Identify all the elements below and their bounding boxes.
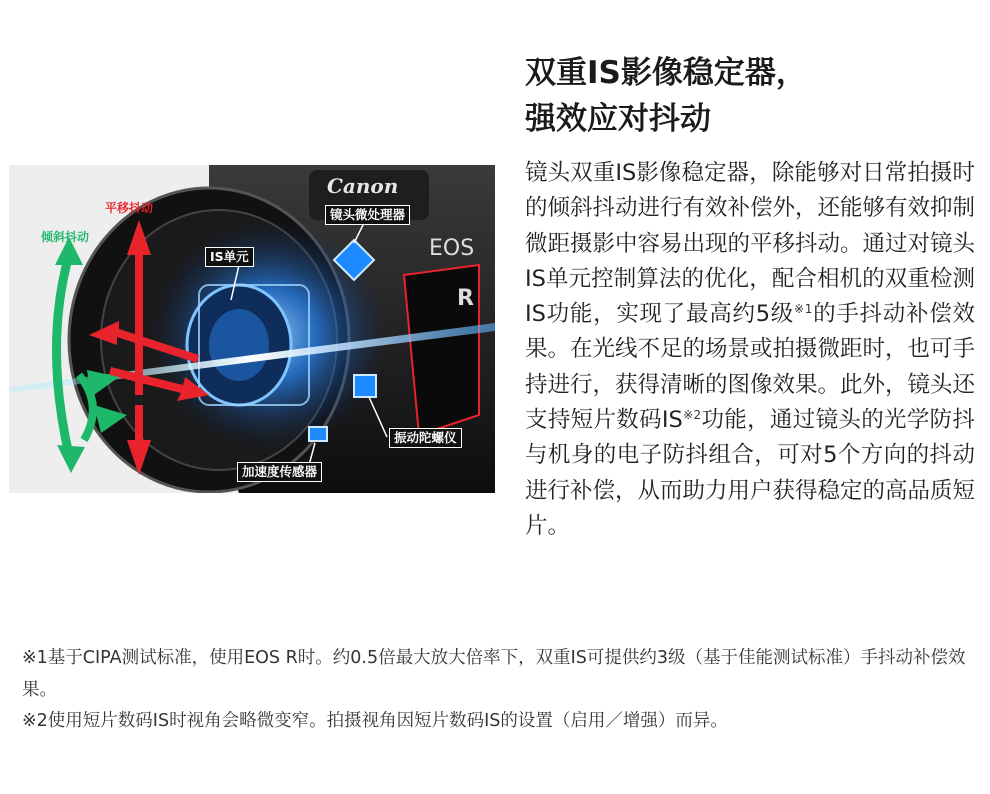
eos-r-text: R: [457, 286, 474, 311]
green-arc-left: [57, 255, 70, 455]
footnote-1: ※1基于CIPA测试标准，使用EOS R时。约0.5倍最大放大倍率下，双重IS可提供约3级（基于佳能测试标准）手抖动补偿效果。: [22, 648, 966, 700]
lens-glass-inner: [209, 309, 269, 381]
footnote-2: ※2使用短片数码IS时视角会略微变窄。拍摄视角因短片数码IS的设置（启用／增强）而异。: [22, 711, 728, 731]
gyro-label: 振动陀螺仪: [389, 428, 462, 448]
gyro-chip: [354, 375, 376, 397]
footnotes: [22, 643, 977, 738]
accel-label: 加速度传感器: [237, 462, 322, 482]
green-arrow-bottom: [57, 445, 85, 473]
is-unit-label: IS单元: [205, 247, 254, 267]
headline: [525, 50, 965, 142]
body-part-3: 功能，通过镜头的光学防抖与机身的电子防抖组合，可对5个方向的抖动进行补偿，从而助力用户获得稳定的高品质短片。: [525, 407, 976, 539]
body-part-2: 的手抖动补偿效果。在光线不足的场景或拍摄微距时，也可手持进行，获得清晰的图像效果。此外，镜头还支持短片数码IS: [525, 301, 976, 434]
lens-processor-label: 镜头微处理器: [325, 205, 410, 225]
eos-logo-text: EOS: [429, 236, 475, 261]
body-part-1: 镜头双重IS影像稳定器，除能够对日常拍摄时的倾斜抖动进行有效补偿外，还能够有效抑制微距摄影中容易出现的平移抖动。通过对镜头IS单元控制算法的优化，配合相机的双重检测IS功能，实现了最高约5级: [525, 160, 976, 328]
pan-shake-label: 平移抖动: [105, 201, 154, 215]
canon-logo-text: Canon: [327, 174, 399, 198]
footnote-ref-1: ※1: [793, 302, 813, 317]
headline-line-2: 强效应对抖动: [525, 101, 711, 137]
headline-line-1: 双重IS影像稳定器，: [525, 55, 807, 91]
stabilizer-illustration: [9, 165, 495, 493]
tilt-shake-label: 倾斜抖动: [41, 230, 90, 244]
footnote-ref-2: ※2: [682, 408, 702, 423]
accel-chip: [309, 427, 327, 441]
body-paragraph: [525, 156, 975, 544]
